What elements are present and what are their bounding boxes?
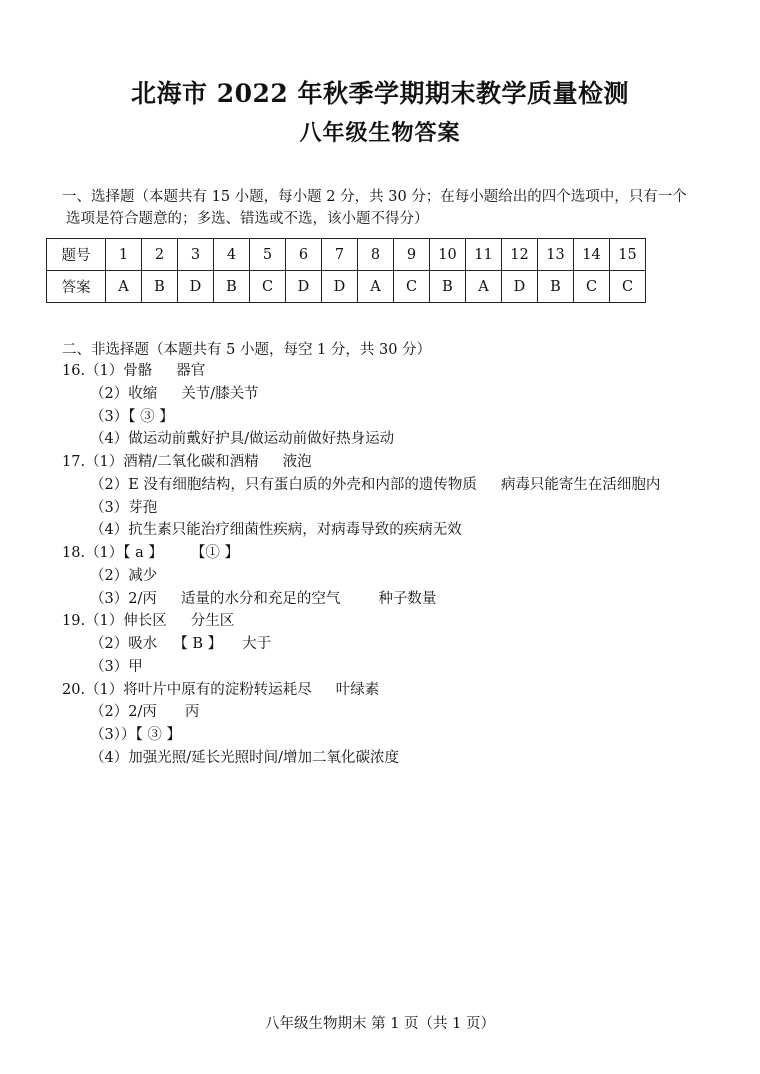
answer-text: 骨骼	[123, 363, 153, 379]
answer-text: 减少	[128, 567, 158, 584]
answer-text: E 没有细胞结构，只有蛋白质的外壳和内部的遗传物质	[128, 476, 477, 493]
question-number-label: 18.	[62, 545, 86, 561]
page-footer: 八年级生物期末 第 1 页（共 1 页）	[265, 1016, 495, 1032]
answer-text: 种子数量	[378, 590, 437, 607]
answer-text: 【 ③ 】	[135, 727, 181, 743]
answer-table	[46, 238, 646, 303]
sub-question-label: （3）	[90, 499, 129, 516]
answer-cell: D	[502, 271, 538, 303]
section2-heading: 二、非选择题（本题共有 5 小题，每空 1 分，共 30 分）	[62, 342, 432, 358]
answer-line	[62, 701, 742, 724]
answer-text: 【 a 】	[123, 545, 163, 561]
answer-line	[62, 497, 742, 520]
sub-question-label: （1）	[85, 454, 124, 470]
answer-line	[62, 679, 742, 702]
answer-line	[62, 474, 742, 497]
answer-cell: B	[142, 271, 178, 303]
answer-cell: D	[178, 271, 214, 303]
answer-text: 加强光照/延长光照时间/增加二氧化碳浓度	[128, 749, 400, 766]
answer-text: 酒精/二氧化碳和酒精	[123, 454, 259, 470]
page-title: 北海市 2022 年秋季学期期末教学质量检测	[131, 79, 629, 108]
question-number: 15	[610, 239, 646, 271]
sub-question-label: （3）	[90, 408, 129, 425]
question-number: 14	[574, 239, 610, 271]
question-number: 6	[286, 239, 322, 271]
answer-cell: B	[430, 271, 466, 303]
answer-line	[62, 656, 742, 679]
answer-table-answer-row	[47, 271, 646, 303]
answer-cell: A	[466, 271, 502, 303]
question-number: 2	[142, 239, 178, 271]
answer-line	[62, 747, 742, 770]
answer-text: 抗生素只能治疗细菌性疾病，对病毒导致的疾病无效	[128, 522, 462, 539]
question-number-label: 17.	[62, 454, 86, 470]
answer-line	[62, 519, 742, 542]
section1-heading-line1: 一、选择题（本题共有 15 小题，每小题 2 分，共 30 分；在每小题给出的四个选项中，只有一个	[62, 189, 687, 205]
answer-text: 【 ③ 】	[128, 408, 174, 425]
sub-question-label: （1）	[85, 681, 124, 698]
answer-cell: C	[574, 271, 610, 303]
question-number-label: 16.	[62, 363, 86, 379]
answer-lines	[62, 360, 742, 770]
answer-text: 将叶片中原有的淀粉转运耗尽	[123, 681, 312, 698]
answer-line	[62, 451, 742, 474]
question-number: 8	[358, 239, 394, 271]
answer-cell: C	[610, 271, 646, 303]
question-number: 4	[214, 239, 250, 271]
answer-cell: A	[358, 271, 394, 303]
answer-cell: C	[394, 271, 430, 303]
answer-text: 芽孢	[128, 499, 158, 516]
question-number: 10	[430, 239, 466, 271]
answer-text: 甲	[128, 658, 143, 675]
sub-question-label: （3）	[90, 658, 129, 675]
page-subtitle: 八年级生物答案	[299, 120, 461, 146]
answer-text: 丙	[184, 704, 200, 721]
answer-text: 大于	[242, 636, 272, 652]
answer-text: 器官	[176, 363, 206, 379]
question-number-label: 19.	[62, 613, 86, 630]
question-number: 12	[502, 239, 538, 271]
sub-question-label: （2）	[90, 567, 129, 584]
answer-cell: B	[538, 271, 574, 303]
question-number: 11	[466, 239, 502, 271]
answer-text: 伸长区	[123, 613, 167, 630]
sub-question-label: （1）	[85, 545, 124, 561]
question-number: 13	[538, 239, 574, 271]
question-number: 1	[106, 239, 142, 271]
answer-line	[62, 633, 742, 656]
answer-table-number-row	[47, 239, 646, 271]
sub-question-label: （3）	[90, 590, 129, 607]
sub-question-label: （2）	[90, 476, 129, 493]
question-number: 9	[394, 239, 430, 271]
sub-question-label: （1）	[85, 613, 124, 630]
sub-question-label: （2）	[90, 704, 129, 721]
answer-line	[62, 428, 742, 451]
question-number: 5	[250, 239, 286, 271]
answer-line	[62, 383, 742, 406]
section1-heading	[62, 186, 712, 230]
answer-cell: C	[250, 271, 286, 303]
sub-question-label: （3））	[90, 727, 136, 743]
question-number-label: 20.	[62, 681, 86, 698]
answer-text: 叶绿素	[335, 681, 380, 698]
sub-question-label: （4）	[90, 431, 129, 448]
answer-text: 病毒只能寄生在活细胞内	[500, 476, 661, 493]
answer-line	[62, 588, 742, 611]
answer-text: 适量的水分和充足的空气	[180, 590, 341, 607]
sub-question-label: （4）	[90, 749, 129, 766]
answer-line	[62, 360, 742, 383]
answer-text: 液泡	[282, 454, 312, 470]
answer-text: 【① 】	[190, 545, 240, 561]
answer-text: 做运动前戴好护具/做运动前做好热身运动	[128, 431, 395, 448]
answer-line	[62, 406, 742, 429]
answer-line	[62, 565, 742, 588]
section1-heading-line2: 选项是符合题意的；多选、错选或不选，该小题不得分）	[66, 211, 429, 227]
sub-question-label: （2）	[90, 385, 129, 402]
answer-text: 收缩	[128, 385, 158, 402]
answer-text: 2/丙	[128, 704, 157, 721]
sub-question-label: （2）	[90, 636, 129, 652]
answer-cell: A	[106, 271, 142, 303]
answer-cell: B	[214, 271, 250, 303]
answer-cell: D	[286, 271, 322, 303]
sub-question-label: （1）	[85, 363, 124, 379]
answer-line	[62, 610, 742, 633]
answer-line	[62, 724, 742, 747]
answer-cell: D	[322, 271, 358, 303]
answer-text: 分生区	[190, 613, 235, 630]
question-number: 7	[322, 239, 358, 271]
row-label-answer: 答案	[47, 271, 106, 303]
answer-text: 2/丙	[128, 590, 157, 607]
question-number: 3	[178, 239, 214, 271]
answer-text: 关节/膝关节	[181, 385, 259, 402]
answer-text: 吸水	[128, 636, 158, 652]
answer-text: 【 B 】	[173, 636, 223, 652]
sub-question-label: （4）	[90, 522, 129, 539]
row-label-number: 题号	[47, 239, 106, 271]
answer-line	[62, 542, 742, 565]
